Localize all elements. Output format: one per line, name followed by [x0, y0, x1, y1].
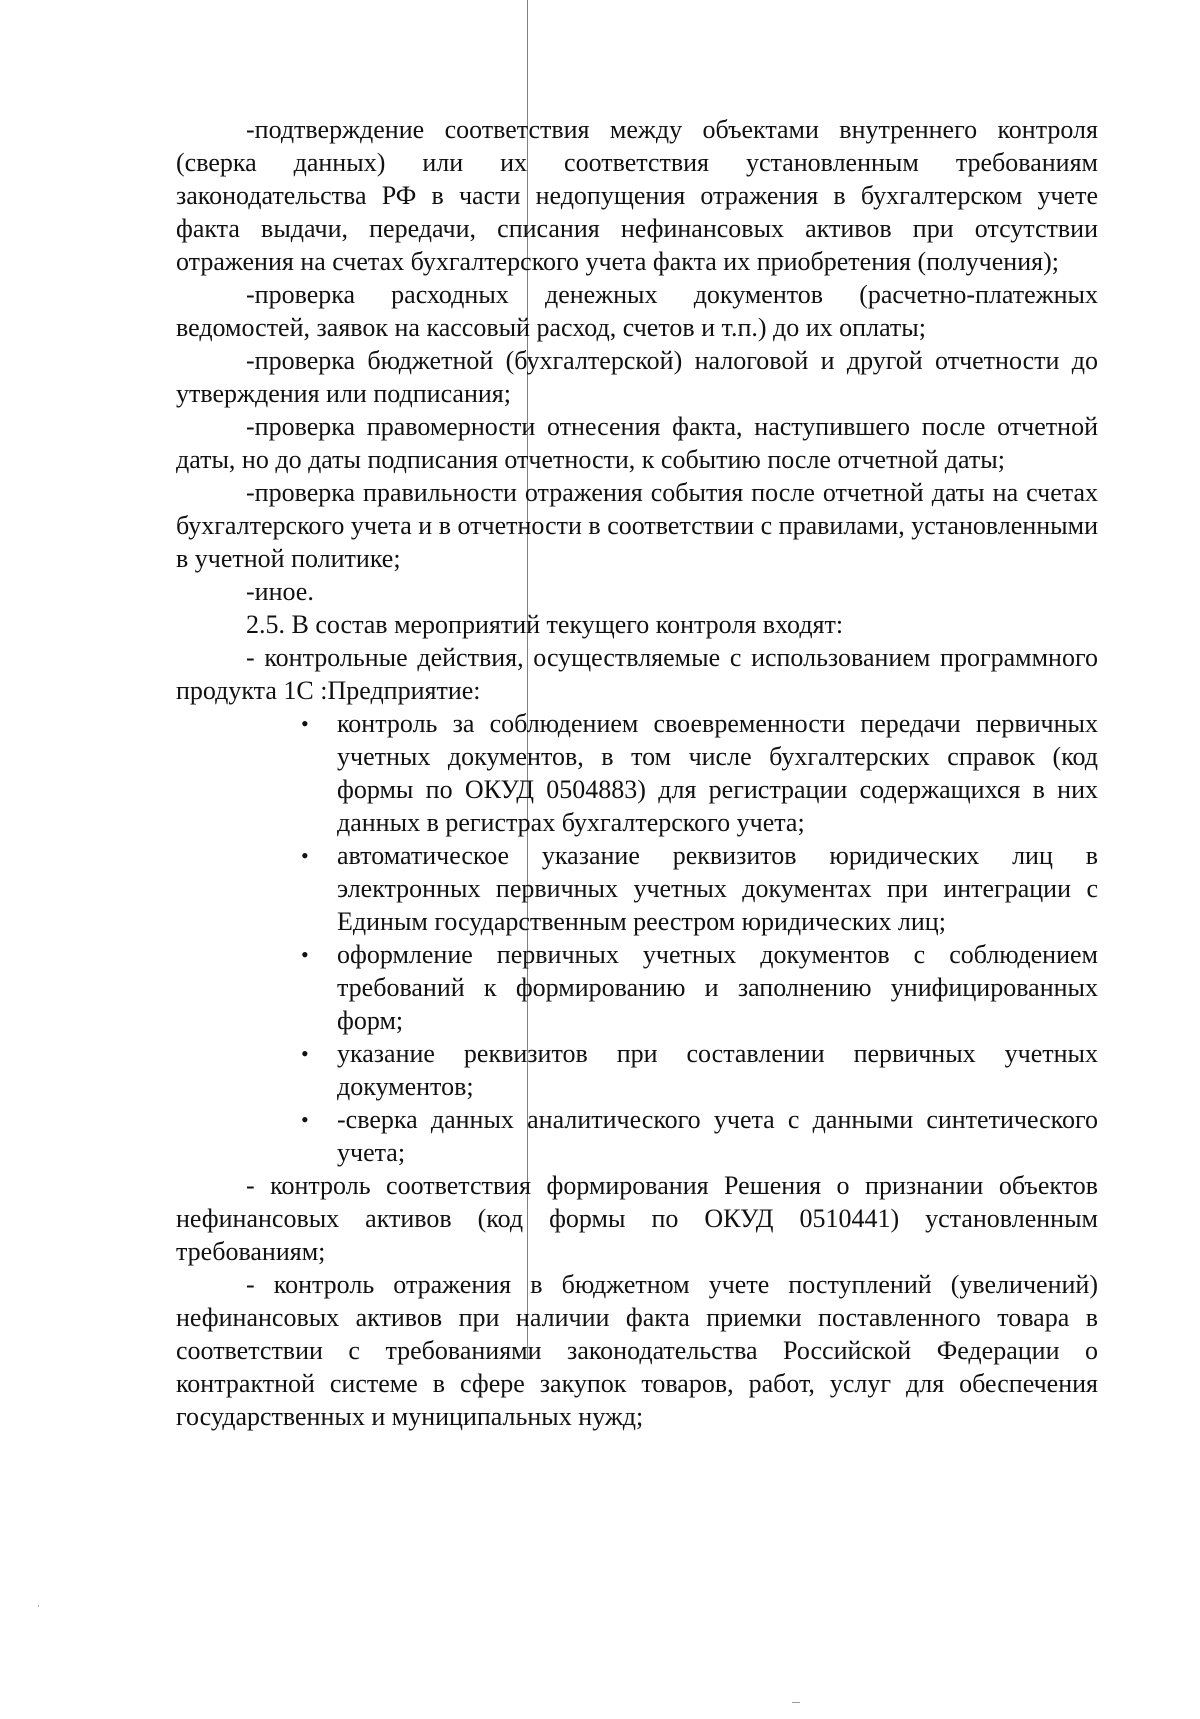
list-item-text: автоматическое указание реквизитов юридических лиц в электронных первичных учетных документах при интеграции с Единым государственным реестром юридических лиц; [337, 841, 1098, 936]
paragraph-budget-accounting-control: - контроль отражения в бюджетном учете поступлений (увеличений) нефинансовых активов при наличии факта приемки поставленного товара в соответствии с требованиями законодательства Российской Федерации о контрактной системе в сфере закупок товаров, работ, услуг для обеспечения государственных и муниципальных нужд; [176, 1270, 1098, 1431]
list-item-text: оформление первичных учетных документов с соблюдением требований к формированию и заполнению унифицированных форм; [337, 940, 1098, 1035]
paragraph-post-date-accounting: -проверка правильности отражения события после отчетной даты на счетах бухгалтерского учета и в отчетности в соответствии с правилами, установленными в учетной политике; [176, 478, 1098, 573]
list-item [301, 1037, 1098, 1103]
document-body [176, 113, 1098, 1433]
list-item [301, 839, 1098, 938]
paragraph-1c-control: - контрольные действия, осуществляемые с использованием программного продукта 1С :Предприятие: [176, 643, 1098, 705]
list-item-text: контроль за соблюдением своевременности передачи первичных учетных документов, в том числе бухгалтерских справок (код формы по ОКУД 0504883) для регистрации содержащихся в них данных в регистрах бухгалтерского учета; [337, 709, 1098, 837]
list-item [301, 707, 1098, 839]
bullet-dot-icon: • [301, 711, 309, 736]
paragraph-reconciliation: -подтверждение соответствия между объектами внутреннего контроля (сверка данных) или их соответствия установленным требованиям законодательства РФ в части недопущения отражения в бухгалтерском учете факта выдачи, передачи, списания нефинансовых активов при отсутствии отражения на счетах бухгалтерского учета факта их приобретения (получения); [176, 115, 1098, 276]
paragraph-nonfinancial-assets-decision: - контроль соответствия формирования Решения о признании объектов нефинансовых активов (код формы по ОКУД 0510441) установленным требованиям; [176, 1171, 1098, 1266]
bullet-dot-icon: • [301, 1107, 309, 1132]
list-item [301, 1103, 1098, 1169]
paragraph-expense-documents: -проверка расходных денежных документов (расчетно-платежных ведомостей, заявок на кассовый расход, счетов и т.п.) до их оплаты; [176, 280, 1098, 342]
list-item-text: указание реквизитов при составлении первичных учетных документов; [337, 1039, 1098, 1101]
bullet-dot-icon: • [301, 942, 309, 967]
section-heading-2-5: 2.5. В состав мероприятий текущего контроля входят: [246, 610, 844, 639]
list-item-text: -сверка данных аналитического учета с данными синтетического учета; [337, 1105, 1098, 1167]
paragraph-reporting-check: -проверка бюджетной (бухгалтерской) налоговой и другой отчетности до утверждения или подписания; [176, 346, 1098, 408]
bullet-dot-icon: • [301, 1041, 309, 1066]
bullet-dot-icon: • [301, 843, 309, 868]
paragraph-other: -иное. [246, 577, 314, 606]
bullet-list [176, 707, 1098, 1169]
scan-artifact-mark [792, 1702, 800, 1703]
scan-artifact-dot [38, 1605, 39, 1607]
paragraph-post-date-fact: -проверка правомерности отнесения факта, наступившего после отчетной даты, но до даты подписания отчетности, к событию после отчетной даты; [176, 412, 1098, 474]
list-item [301, 938, 1098, 1037]
